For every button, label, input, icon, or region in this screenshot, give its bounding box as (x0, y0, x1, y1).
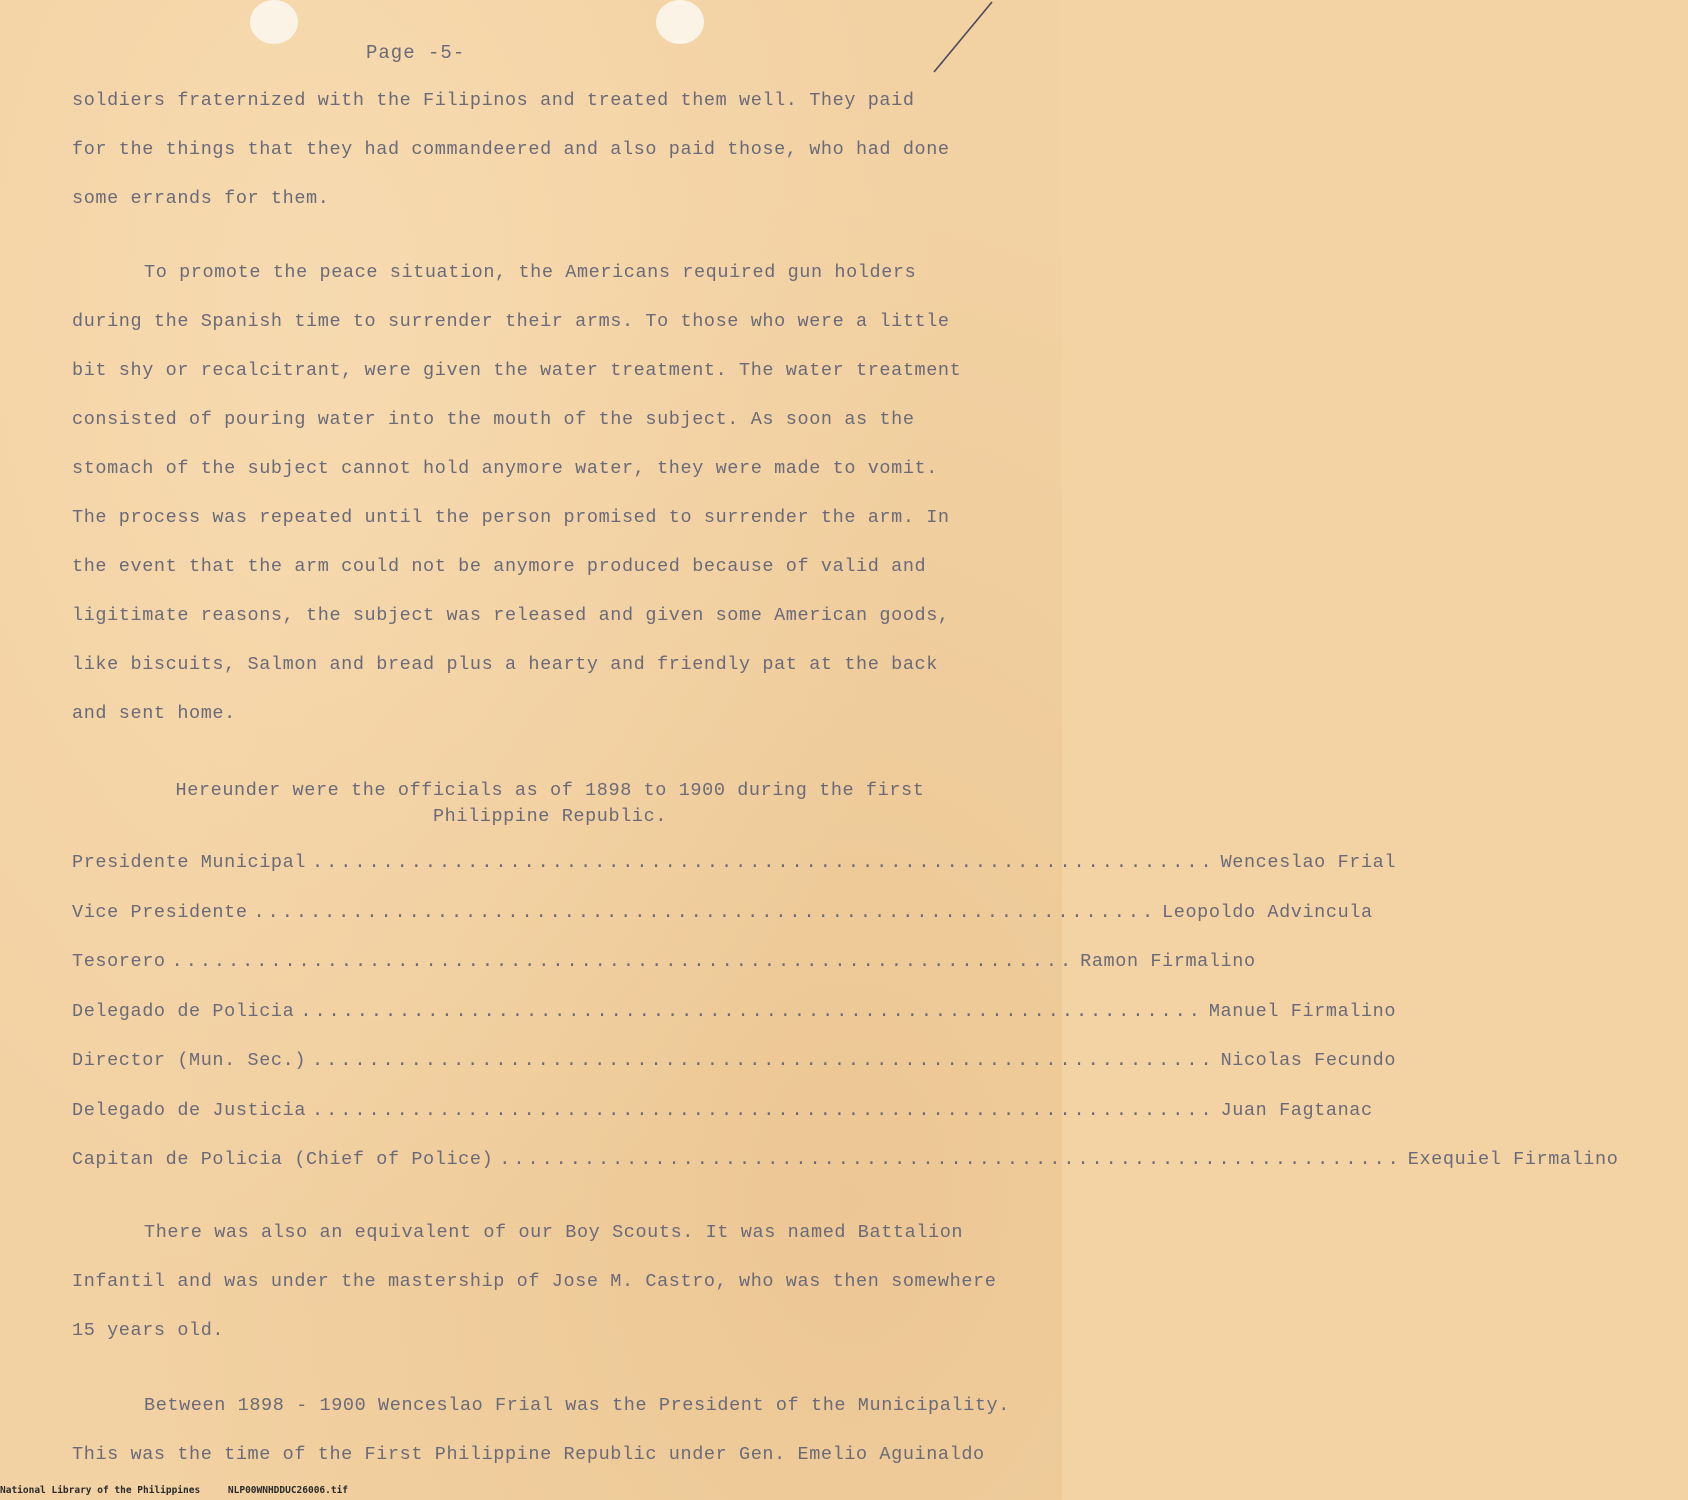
text-line: soldiers fraternized with the Filipinos and treated them well. They paid (72, 90, 915, 111)
text-line: Between 1898 - 1900 Wenceslao Frial was the President of the Municipality. (144, 1395, 1010, 1416)
official-name: Manuel Firmalino (1208, 1000, 1397, 1022)
paragraph-water-treatment (72, 258, 1032, 748)
text-line: This was the time of the First Philippine Republic under Gen. Emelio Aguinaldo (72, 1444, 985, 1465)
official-row (72, 896, 1373, 946)
archive-footer (0, 1485, 348, 1496)
official-position: Capitan de Policia (Chief of Police) (72, 1149, 494, 1170)
officials-intro (140, 778, 960, 830)
paragraph-soldiers (72, 86, 1032, 233)
text-line: 15 years old. (72, 1320, 225, 1341)
text-line: consisted of pouring water into the mouth of the subject. As soon as the (72, 409, 915, 430)
official-row (72, 995, 1397, 1045)
text-line: ligitimate reasons, the subject was released and given some American goods, (72, 605, 950, 626)
text-line: To promote the peace situation, the Americans required gun holders (144, 262, 917, 283)
text-line: bit shy or recalcitrant, were given the water treatment. The water treatment (72, 360, 962, 381)
dot-leader: ................................................................ (312, 1050, 1215, 1071)
text-line: There was also an equivalent of our Boy Scouts. It was named Battalion (144, 1222, 964, 1243)
text-line: like biscuits, Salmon and bread plus a hearty and friendly pat at the back (72, 654, 938, 675)
official-position: Delegado de Policia (72, 1000, 295, 1022)
library-name: National Library of the Philippines (0, 1485, 201, 1496)
official-name: Nicolas Fecundo (1220, 1050, 1397, 1071)
official-row (72, 1044, 1397, 1094)
text-line: Infantil and was under the mastership of Jose M. Castro, who was then somewhere (72, 1271, 997, 1292)
dot-leader: ................................................................ (171, 951, 1075, 972)
dot-leader: ................................................................ (312, 1099, 1215, 1121)
official-position: Presidente Municipal (72, 852, 307, 873)
paragraph-boy-scouts (72, 1218, 1032, 1365)
official-position: Vice Presidente (72, 901, 248, 923)
official-position: Tesorero (72, 951, 166, 972)
dot-leader: ................................................................ (499, 1149, 1402, 1170)
officials-list (72, 846, 1619, 1193)
official-name: Ramon Firmalino (1080, 951, 1256, 972)
text-line: during the Spanish time to surrender their arms. To those who were a little (72, 311, 950, 332)
text-line: some errands for them. (72, 188, 330, 209)
official-name: Wenceslao Frial (1220, 852, 1397, 873)
dot-leader: ................................................................ (312, 852, 1215, 873)
official-position: Director (Mun. Sec.) (72, 1050, 307, 1071)
page-number: Page -5- (366, 42, 466, 64)
dot-leader: ................................................................ (300, 1000, 1203, 1022)
official-row (72, 945, 1256, 995)
text-line: The process was repeated until the person promised to surrender the arm. In (72, 507, 950, 528)
text-line: and sent home. (72, 703, 236, 724)
official-row (72, 1143, 1619, 1193)
official-row (72, 1094, 1373, 1144)
text-line: for the things that they had commandeered and also paid those, who had done (72, 139, 950, 160)
punch-hole-left (250, 0, 298, 44)
official-name: Juan Fagtanac (1220, 1099, 1373, 1121)
paragraph-president (72, 1391, 1032, 1489)
text-line: Philippine Republic. (432, 806, 668, 827)
text-line: Hereunder were the officials as of 1898 to 1900 during the first (175, 780, 925, 801)
official-name: Exequiel Firmalino (1407, 1149, 1619, 1170)
text-line: stomach of the subject cannot hold anymore water, they were made to vomit. (72, 458, 938, 479)
file-id: NLP00WNHDDUC26006.tif (227, 1485, 349, 1496)
pen-stroke-mark (930, 0, 1000, 75)
official-name: Leopoldo Advincula (1162, 901, 1373, 923)
punch-hole-right (656, 0, 704, 44)
official-position: Delegado de Justicia (72, 1099, 307, 1121)
dot-leader: ................................................................ (253, 901, 1157, 923)
official-row (72, 846, 1397, 896)
text-line: the event that the arm could not be anymore produced because of valid and (72, 556, 927, 577)
